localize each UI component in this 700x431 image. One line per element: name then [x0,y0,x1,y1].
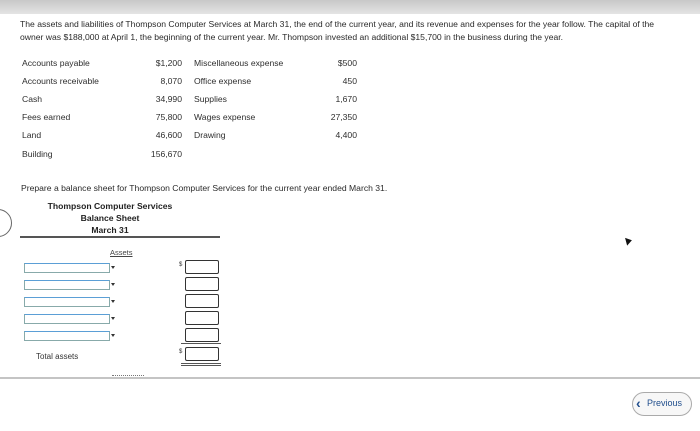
top-bar [0,0,700,14]
intro-line-2: owner was $188,000 at April 1, the beginning of the current year. Mr. Thompson invested an additional $15,700 in the business during the year. [20,32,564,42]
dollar-sign: $ [179,349,183,355]
scroll-indicator [112,375,144,376]
data-row [0,149,700,163]
amount-input[interactable] [185,311,219,325]
dollar-sign: $ [179,262,183,268]
total-assets-input[interactable] [185,347,219,361]
account-value: 46,600 [155,130,182,140]
account-name: Building [22,149,53,159]
chevron-down-icon [111,283,115,286]
chevron-down-icon [111,300,115,303]
amount-input[interactable] [185,277,219,291]
account-select[interactable] [24,314,110,324]
account-name: Fees earned [22,112,71,122]
total-rule [181,363,221,364]
account-name: Cash [22,94,43,104]
previous-button[interactable] [632,392,692,416]
total-rule [181,365,221,366]
account-value: 450 [342,76,357,86]
data-row [0,112,700,126]
account-name: Supplies [194,94,227,104]
statement-date: March 31 [91,225,129,235]
subtotal-rule [181,343,221,344]
assets-section-label: Assets [110,248,133,257]
account-value: 8,070 [160,76,182,86]
account-name: Office expense [194,76,252,86]
data-row [0,94,700,108]
account-select[interactable] [24,297,110,307]
account-value: 75,800 [155,112,182,122]
account-select[interactable] [24,263,110,273]
company-heading: Thompson Computer Services [47,201,173,211]
account-value: $500 [337,58,357,68]
chevron-down-icon [111,266,115,269]
account-select[interactable] [24,280,110,290]
chevron-left-icon: ‹ [636,395,641,411]
side-tab[interactable] [0,209,12,237]
problem-intro [20,18,700,44]
amount-input[interactable] [185,328,219,342]
heading-rule [20,236,220,238]
account-value: 156,670 [150,149,182,159]
bottom-divider [0,377,700,379]
account-name: Miscellaneous expense [194,58,284,68]
amount-input[interactable] [185,260,219,274]
account-value: 27,350 [330,112,357,122]
account-select[interactable] [24,331,110,341]
statement-title: Balance Sheet [80,213,140,223]
data-row [0,130,700,144]
account-name: Drawing [194,130,226,140]
previous-button-label: Previous [647,398,683,408]
account-value: 34,990 [155,94,182,104]
data-row [0,76,700,90]
account-name: Land [22,130,42,140]
account-value: 4,400 [335,130,357,140]
data-row [0,58,700,72]
account-name: Wages expense [194,112,256,122]
cursor-icon [625,236,633,245]
chevron-down-icon [111,317,115,320]
amount-input[interactable] [185,294,219,308]
account-name: Accounts payable [22,58,90,68]
account-name: Accounts receivable [22,76,99,86]
intro-line-1: The assets and liabilities of Thompson Computer Services at March 31, the end of the current year, and its revenue and expenses for the year follow. The capital of the [20,19,655,29]
total-assets-label: Total assets [36,352,79,361]
account-value: $1,200 [155,58,182,68]
instruction-text: Prepare a balance sheet for Thompson Computer Services for the current year ended March 31. [21,183,388,193]
chevron-down-icon [111,334,115,337]
account-value: 1,670 [335,94,357,104]
